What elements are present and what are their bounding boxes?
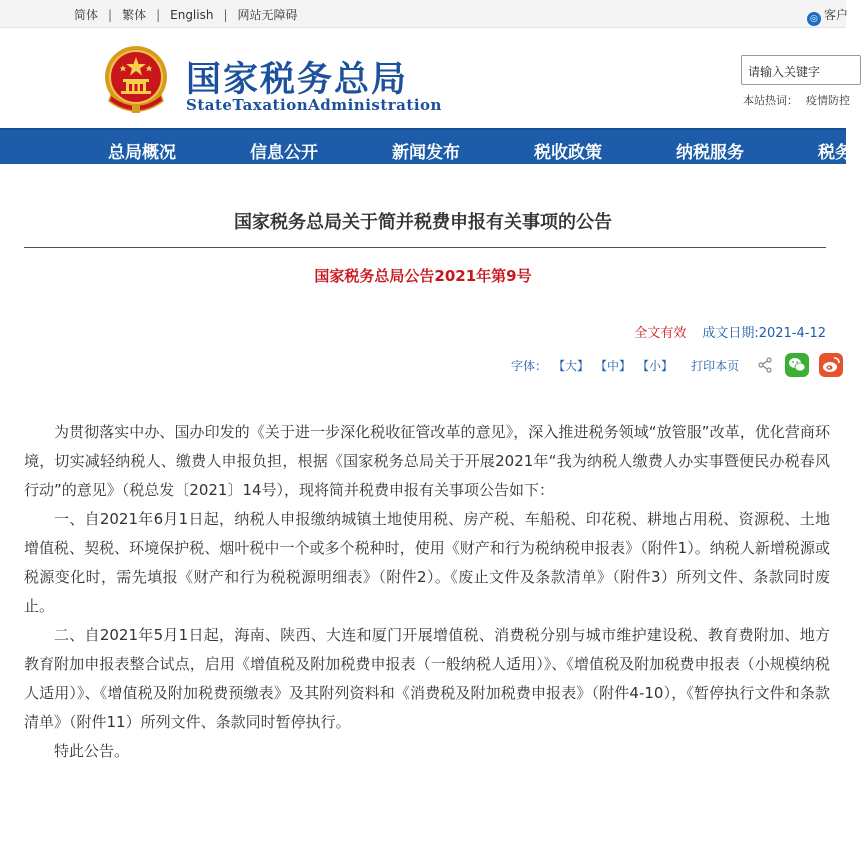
nav-item-overview[interactable]: 总局概况 [108,143,176,163]
site-logo-chinese[interactable]: 国家税务总局 [186,60,409,100]
national-emblem-icon[interactable] [101,43,171,115]
font-small-button[interactable]: 【小】 [637,358,674,373]
font-large-button[interactable]: 【大】 [553,358,590,373]
article-meta [634,322,826,341]
traditional-chinese-link[interactable]: 繁体 [122,8,147,22]
validity-status: 全文有效 [634,326,687,341]
hot-word-link[interactable]: 疫情防控 [806,94,850,107]
font-medium-button[interactable]: 【中】 [595,358,632,373]
title-divider [24,247,826,248]
font-size-label: 字体： [511,358,548,373]
nav-item-tax-policy[interactable]: 税收政策 [534,143,602,163]
main-nav [0,128,852,164]
issue-date: 成文日期:2021-4-12 [702,326,826,341]
paragraph: 为贯彻落实中办、国办印发的《关于进一步深化税收征管改革的意见》，深入推进税务领域“放管服”改革，优化营商环境，切实减轻纳税人、缴费人申报负担，根据《国家税务总局关于开展2021年“我为纳税人缴费人办实事暨便民办税春风行动”的意见》（税总发〔2021〕14号），现将简并税费申报有关事项公告如下： [24,423,830,499]
english-link[interactable]: English [170,8,214,22]
simplified-chinese-link[interactable]: 简体 [74,8,99,22]
divider: | [108,8,113,22]
document-number: 国家税务总局公告2021年第9号 [314,267,532,285]
site-header [0,28,850,128]
accessibility-link[interactable]: 网站无障碍 [237,8,298,22]
nav-item-tax-service[interactable]: 纳税服务 [676,143,744,163]
print-button[interactable]: 打印本页 [691,358,740,373]
service-label: 客户 [823,8,848,22]
search-input[interactable]: 请输入关键字 [741,55,861,85]
service-icon: ◎ [807,12,821,26]
article-body [24,418,830,766]
top-bar [0,0,846,28]
weibo-icon[interactable] [819,353,843,377]
hot-words-label: 本站热词： [743,94,798,107]
customer-service-link[interactable] [807,6,848,26]
site-logo-english[interactable]: StateTaxationAdministration [186,96,442,114]
divider: | [156,8,161,22]
article-title: 国家税务总局关于简并税费申报有关事项的公告 [234,212,612,233]
paragraph: 二、自2021年5月1日起，海南、陕西、大连和厦门开展增值税、消费税分别与城市维护建设税、教育费附加、地方教育附加申报表整合试点，启用《增值税及附加税费申报表（一般纳税人适用）》、《增值税及附加税费申报表（小规模纳税人适用）》、《增值税及附加税费预缴表》及其附列资料和《消费税及附加税费申报表》（附件4-10），《暂停执行文件和条款清单》（附件11）所列文件、条款同时暂停执行。 [24,626,830,731]
nav-item-tax-affairs[interactable]: 税务 [818,143,852,163]
nav-item-news[interactable]: 新闻发布 [392,143,460,163]
article-tools [511,353,853,381]
divider: | [223,8,228,22]
language-links [74,6,298,23]
paragraph: 特此公告。 [54,742,130,760]
wechat-icon[interactable] [785,353,809,377]
nav-item-information[interactable]: 信息公开 [250,143,318,163]
paragraph: 一、自2021年6月1日起，纳税人申报缴纳城镇土地使用税、房产税、车船税、印花税、耕地占用税、资源税、土地增值税、契税、环境保护税、烟叶税中一个或多个税种时，使用《财产和行为税纳税申报表》（附件1）。纳税人新增税源或税源变化时，需先填报《财产和行为税税源明细表》（附件2）。《废止文件及条款清单》（附件3）所列文件、条款同时废止。 [24,510,830,615]
share-icon[interactable] [757,357,773,373]
hot-words [743,92,850,108]
